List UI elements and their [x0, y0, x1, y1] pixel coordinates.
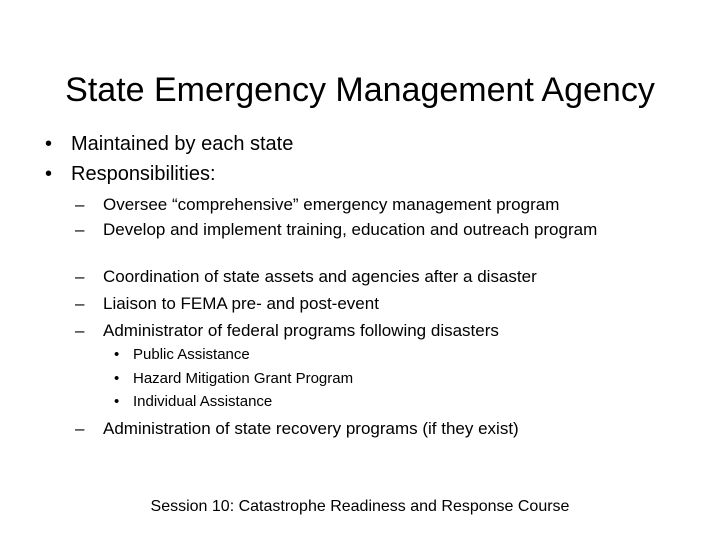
sub-bullet-text: Liaison to FEMA pre- and post-event [103, 294, 379, 313]
sub-bullet-text: Administration of state recovery programs (if they exist) [103, 419, 519, 438]
bullet-icon: • [114, 370, 120, 387]
bullet-icon: • [45, 163, 53, 185]
dash-icon: – [75, 294, 85, 313]
sub-sub-bullet-text: Public Assistance [133, 346, 250, 363]
bullet-icon: • [114, 393, 120, 410]
dash-icon: – [75, 220, 85, 239]
sub-sub-bullet-text: Individual Assistance [133, 393, 273, 410]
bullet-icon: • [45, 133, 53, 155]
sub-bullet-text: Coordination of state assets and agencies after a disaster [103, 267, 537, 286]
bullet-icon: • [114, 346, 120, 363]
dash-icon: – [75, 267, 85, 286]
dash-icon: – [75, 195, 85, 214]
sub-sub-bullet-text: Hazard Mitigation Grant Program [133, 370, 354, 387]
bullet-text: Responsibilities: [71, 163, 216, 185]
dash-icon: – [75, 419, 85, 438]
slide-footer: Session 10: Catastrophe Readiness and Response Course [150, 498, 570, 515]
dash-icon: – [75, 321, 85, 340]
sub-bullet-text: Administrator of federal programs following disasters [103, 321, 499, 340]
sub-bullet-text: Oversee “comprehensive” emergency management program [103, 195, 560, 214]
sub-bullet-text: Develop and implement training, education and outreach program [103, 220, 598, 239]
bullet-text: Maintained by each state [71, 133, 294, 155]
slide-title: State Emergency Management Agency [65, 71, 655, 109]
